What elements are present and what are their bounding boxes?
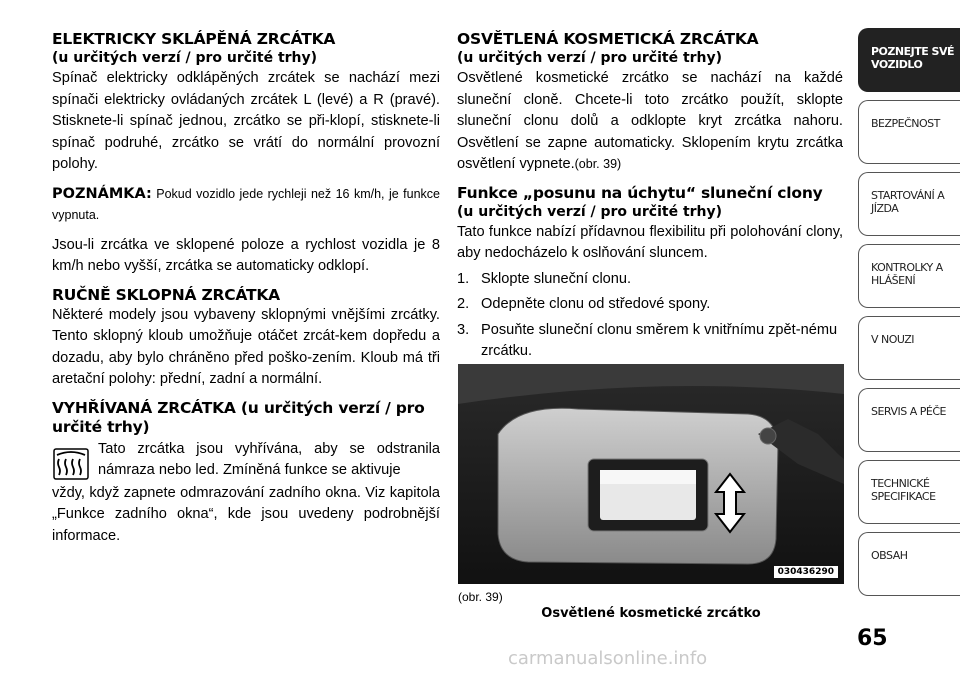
section-subtitle: (u určitých verzí / pro určité trhy) [457, 203, 723, 220]
tab-technicke-specifikace[interactable]: TECHNICKÉ SPECIFIKACE [858, 460, 960, 524]
paragraph: Tato funkce nabízí přídavnou flexibilitu při polohování clony, aby nedocházelo k oslňování sluncem. [457, 223, 843, 261]
tab-bezpecnost[interactable]: BEZPEČNOST [858, 100, 960, 164]
sun-visor-illustration [458, 364, 844, 584]
note-label: POZNÁMKA: [52, 185, 152, 202]
tab-obsah[interactable]: OBSAH [858, 532, 960, 596]
section-subtitle: (u určitých verzí / pro určité trhy) [52, 50, 318, 66]
section-title: Funkce „posunu na úchytu“ sluneční clony [457, 183, 823, 202]
paragraph: Jsou-li zrcátka ve sklopené poloze a rychlost vozidla je 8 km/h nebo vyšší, zrcátka se automaticky odklopí. [52, 236, 440, 274]
section-title: OSVĚTLENÁ KOSMETICKÁ ZRCÁTKA [457, 30, 759, 48]
figure-reference: (obr. 39) [574, 157, 622, 171]
paragraph-text: Osvětlené kosmetické zrcátko se nachází na každé sluneční cloně. Chcete-li toto zrcátko použít, sklopte sluneční clonu dolů a odklopte kryt zrcátka nahoru. Osvětlení se zapne automaticky. Sklopením krytu zrcátka osvětlení vypnete. [457, 70, 843, 172]
paragraph: vždy, když zapnete odmrazování zadního okna. Viz kapitola „Funkce zadního okna“, kde jsou uvedeny podrobnější informace. [52, 484, 440, 544]
page-number: 65 [857, 626, 888, 651]
left-column [52, 30, 440, 547]
vanity-mirror-photo [458, 364, 844, 584]
heated-mirror-block [52, 439, 440, 483]
note-text: Pokud vozidlo jede rychleji než 16 km/h, je funkce vypnuta. [52, 186, 440, 222]
chapter-tabs [858, 28, 960, 604]
paragraph: Některé modely jsou vybaveny sklopnými vnějšími zrcátky. Tento sklopný kloub umožňuje otáčet zrcát-kem dopředu a dozadu, aby bylo chráněno před poško-zením. Kloub má tři aretační polohy: přední, zadní a normální. [52, 306, 440, 387]
list-item: 1. Sklopte sluneční clonu. [457, 270, 632, 287]
right-column [457, 30, 843, 367]
watermark: carmanualsonline.info [508, 648, 708, 669]
paragraph: Spínač elektricky odklápěných zrcátek se nachází mezi spínači elektricky ovládaných zrcátek L (levé) a R (pravé). Stisknete-li spínač jednou, zrcátko se při-klopí, stisknete-li spínač podruhé, zrcátko se vrátí do normální provozní polohy. [52, 70, 440, 172]
tab-servis-a-pece[interactable]: SERVIS A PÉČE [858, 388, 960, 452]
note [52, 184, 440, 227]
steps-list [457, 269, 843, 363]
paragraph [457, 68, 843, 176]
tab-poznejte-sve-vozidlo[interactable]: POZNEJTE SVÉ VOZIDLO [858, 28, 960, 92]
section-title: VYHŘÍVANÁ ZRCÁTKA (u určitých verzí / pro určité trhy) [52, 398, 425, 436]
paragraph: Tato zrcátka jsou vyhřívána, aby se odstranila námraza nebo led. Zmíněná funkce se aktivuje [98, 440, 440, 478]
section-title: RUČNĚ SKLOPNÁ ZRCÁTKA [52, 285, 280, 304]
photo-code: 030436290 [774, 566, 838, 578]
tab-kontrolky-a-hlaseni[interactable]: KONTROLKY A HLÁŠENÍ [858, 244, 960, 308]
figure-label: (obr. 39) [458, 590, 503, 604]
tab-v-nouzi[interactable]: V NOUZI [858, 316, 960, 380]
list-item: 2. Odepněte clonu od středové spony. [457, 296, 711, 312]
list-item: 3. Posuňte sluneční clonu směrem k vnitřnímu zpět-nému zrcátku. [457, 321, 838, 359]
section-subtitle: (u určitých verzí / pro určité trhy) [457, 50, 723, 66]
figure-caption: Osvětlené kosmetické zrcátko [541, 606, 761, 621]
tab-startovani-a-jizda[interactable]: STARTOVÁNÍ A JÍZDA [858, 172, 960, 236]
rear-defrost-icon [52, 445, 90, 483]
section-title: ELEKTRICKY SKLÁPĚNÁ ZRCÁTKA [52, 30, 336, 48]
